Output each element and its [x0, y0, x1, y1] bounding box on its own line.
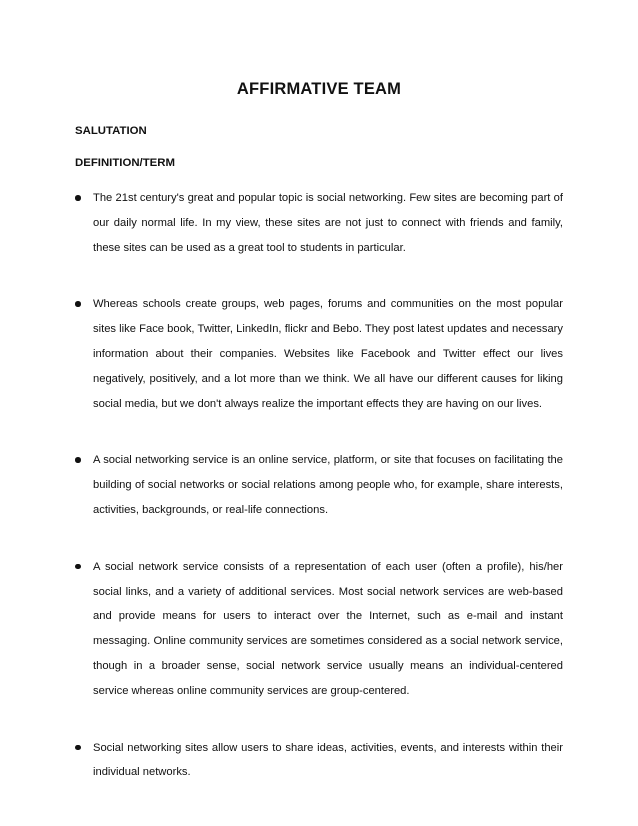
bullet-icon	[75, 564, 81, 570]
bullet-list	[75, 186, 563, 785]
bullet-text: A social network service consists of a representation of each user (often a profile), his/her social links, and a variety of additional services. Most social network services are web-based and provide means for users to interact over the Internet, such as e-mail and instant messaging. Online community services are sometimes considered as a social network service, though in a broader sense, social network service usually means an individual-centered service whereas online community services are group-centered.	[93, 560, 563, 697]
bullet-icon	[75, 301, 81, 307]
bullet-item	[75, 448, 563, 522]
bullet-text: The 21st century's great and popular topic is social networking. Few sites are becoming part of our daily normal life. In my view, these sites are not just to connect with friends and family, these sites can be used as a great tool to students in particular.	[93, 192, 563, 254]
bullet-text: A social networking service is an online service, platform, or site that focuses on facilitating the building of social networks or social relations among people who, for example, share interests, activities, backgrounds, or real-life connections.	[93, 454, 563, 516]
bullet-item	[75, 555, 563, 704]
document-title: AFFIRMATIVE TEAM	[236, 80, 402, 98]
salutation-heading: SALUTATION	[75, 125, 147, 137]
bullet-item	[75, 292, 563, 416]
bullet-text: Social networking sites allow users to share ideas, activities, events, and interests within their individual networks.	[93, 741, 563, 779]
bullet-icon	[75, 457, 81, 463]
bullet-item	[75, 736, 563, 786]
bullet-text: Whereas schools create groups, web pages, forums and communities on the most popular sites like Face book, Twitter, LinkedIn, flickr and Bebo. They post latest updates and necessary information about their companies. Websites like Facebook and Twitter effect our lives negatively, positively, and a lot more than we think. We all have our different causes for liking social media, but we don't always realize the important effects they are having on our lives.	[93, 298, 563, 410]
definition-heading: DEFINITION/TERM	[75, 157, 175, 169]
bullet-icon	[75, 195, 81, 201]
bullet-icon	[75, 745, 81, 751]
bullet-item	[75, 186, 563, 260]
